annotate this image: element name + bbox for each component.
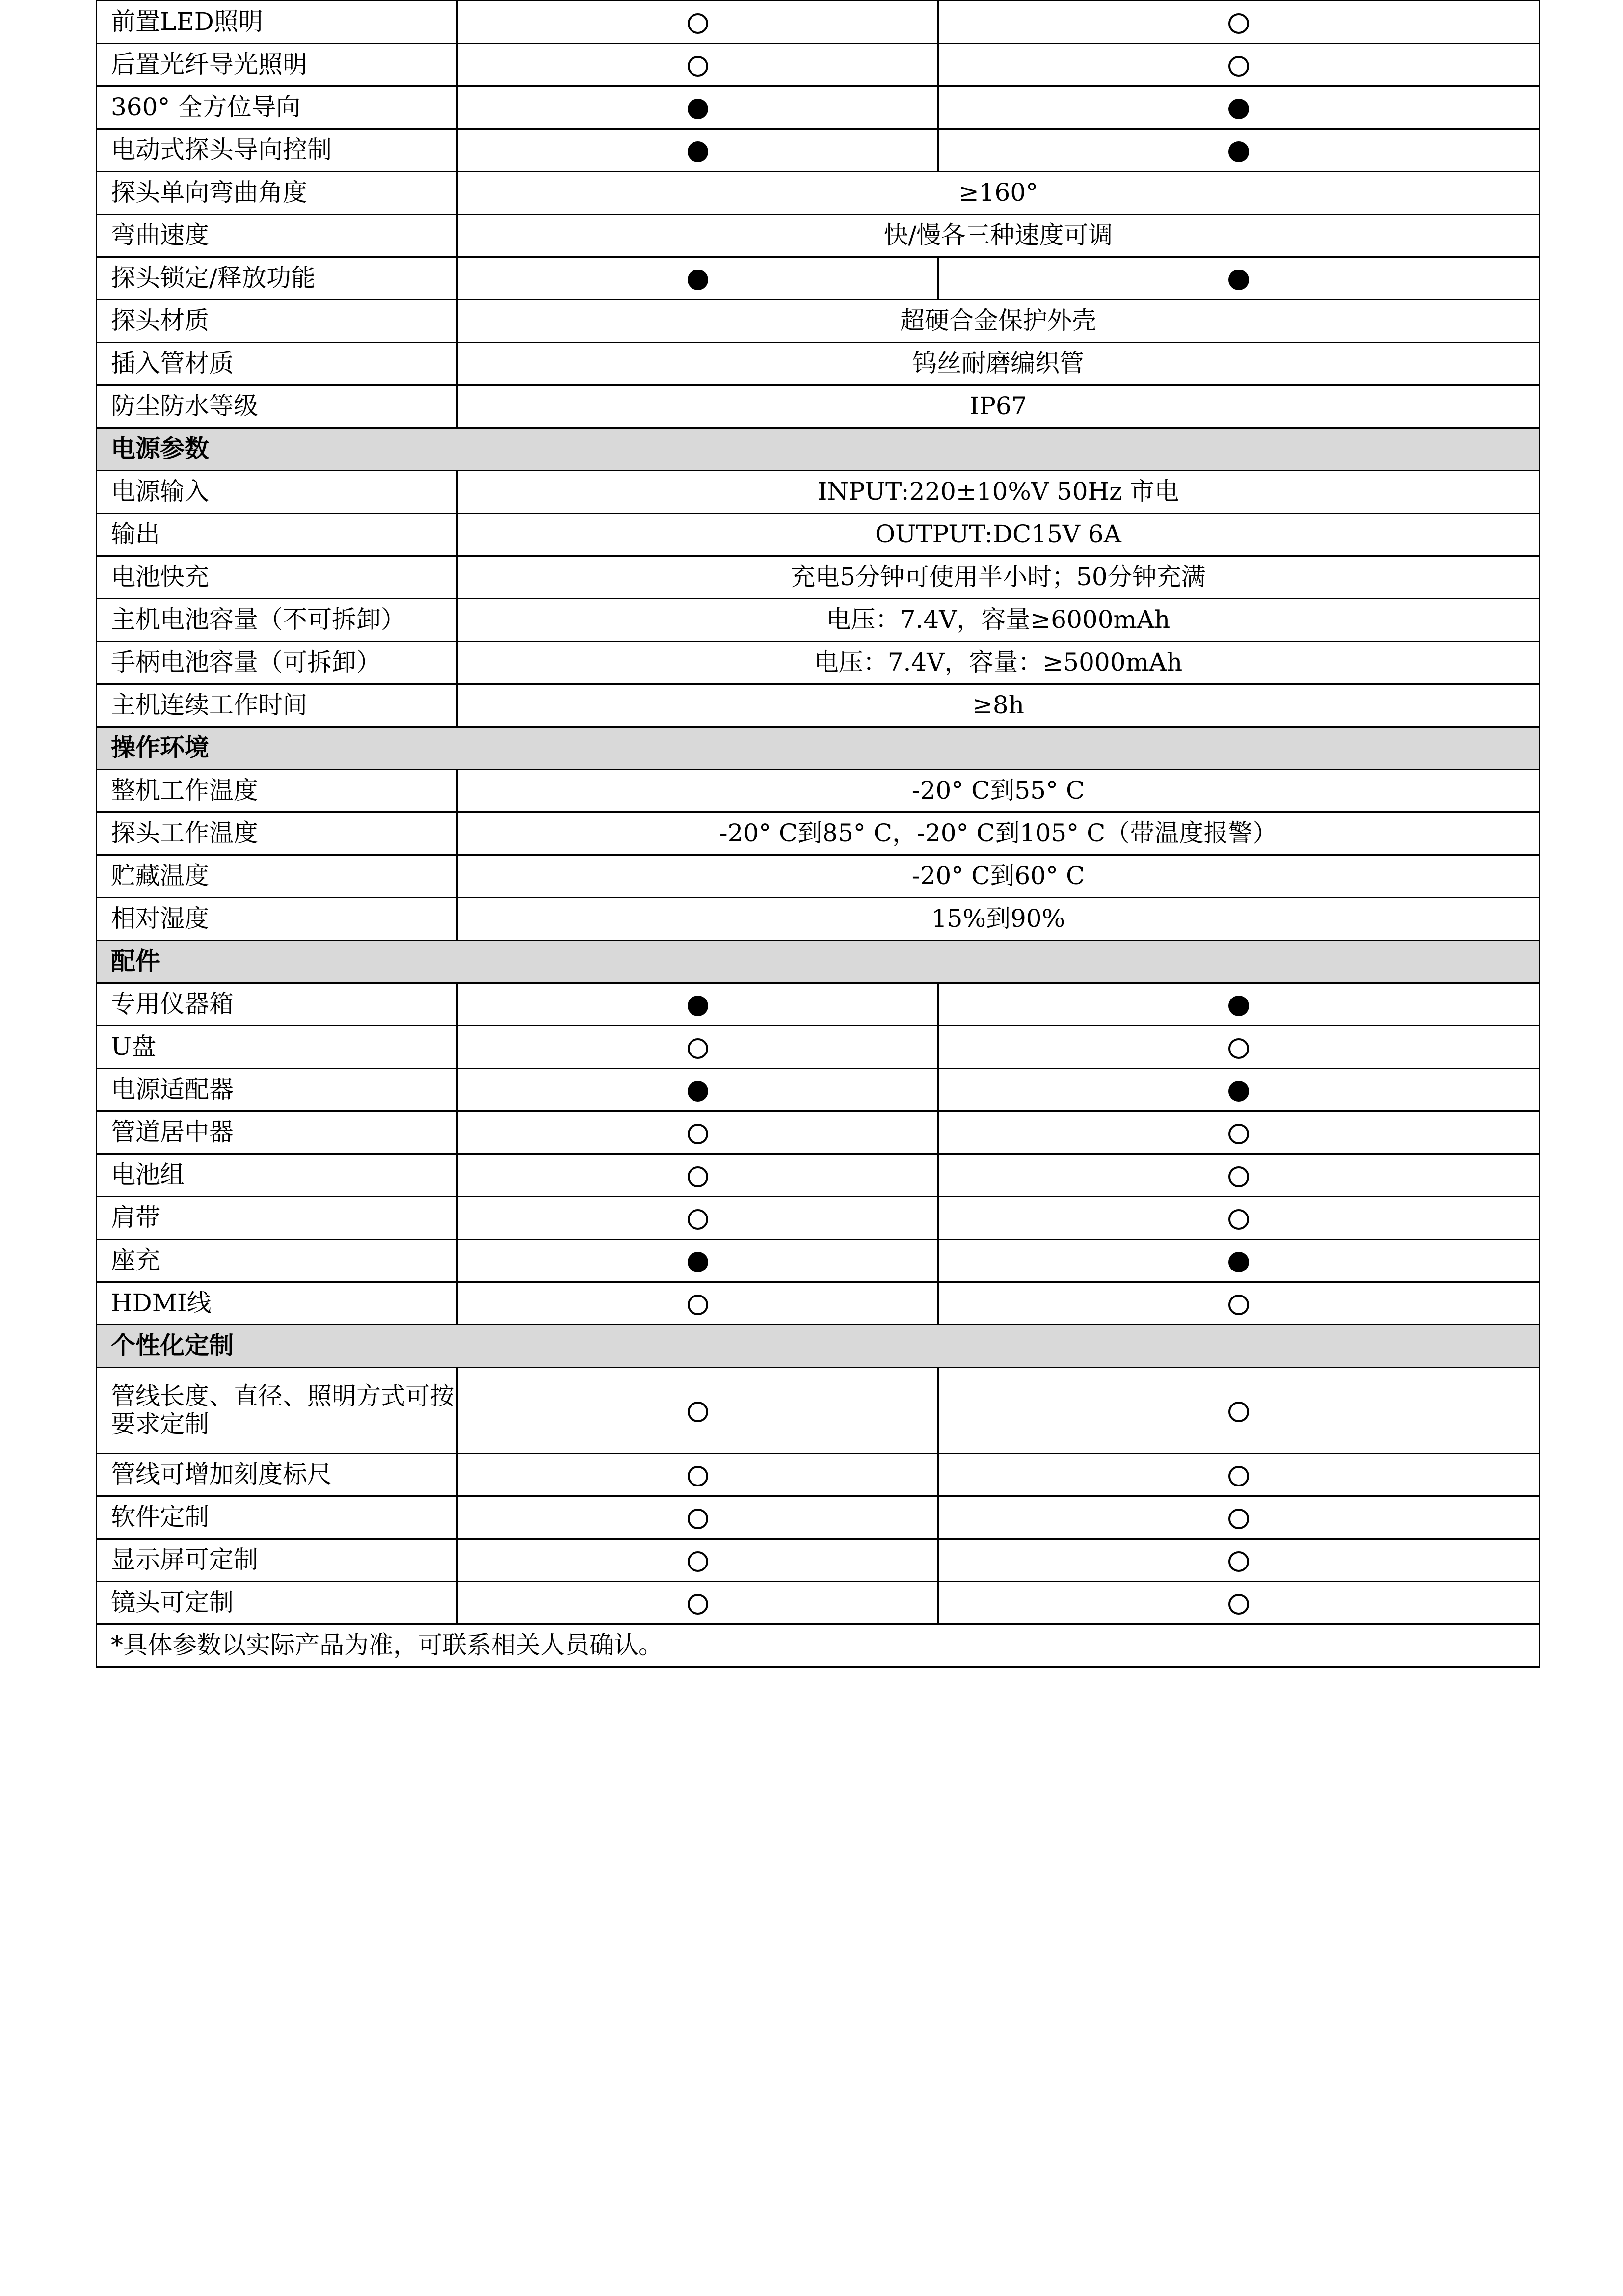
spec-row	[97, 1368, 1540, 1454]
spec-label: 管道居中器	[97, 1111, 457, 1154]
spec-row	[97, 812, 1540, 855]
spec-label: U盘	[97, 1026, 457, 1069]
spec-label: 电动式探头导向控制	[97, 129, 457, 172]
spec-value: OUTPUT:DC15V 6A	[457, 513, 1540, 556]
model-a-cell	[457, 44, 938, 86]
model-b-cell	[938, 1026, 1540, 1069]
model-b-cell	[938, 1282, 1540, 1325]
spec-label: 专用仪器箱	[97, 983, 457, 1026]
model-b-cell	[938, 44, 1540, 86]
hollow-circle-icon	[1228, 1594, 1249, 1615]
model-b-cell	[938, 129, 1540, 172]
spec-label: 探头锁定/释放功能	[97, 257, 457, 300]
spec-value: 钨丝耐磨编织管	[457, 343, 1540, 385]
spec-label: 探头材质	[97, 300, 457, 343]
spec-label: 输出	[97, 513, 457, 556]
hollow-circle-icon	[688, 1295, 708, 1315]
spec-row	[97, 1, 1540, 44]
hollow-circle-icon	[1228, 1402, 1249, 1422]
filled-circle-icon	[1228, 141, 1249, 162]
hollow-circle-icon	[1228, 1209, 1249, 1230]
hollow-circle-icon	[1228, 56, 1249, 77]
model-a-cell	[457, 129, 938, 172]
hollow-circle-icon	[688, 1509, 708, 1529]
model-b-cell	[938, 1154, 1540, 1197]
spec-row	[97, 898, 1540, 941]
spec-value: 超硬合金保护外壳	[457, 300, 1540, 343]
spec-row	[97, 556, 1540, 599]
spec-label: HDMI线	[97, 1282, 457, 1325]
spec-label: 整机工作温度	[97, 770, 457, 812]
hollow-circle-icon	[1228, 1466, 1249, 1486]
spec-row	[97, 1496, 1540, 1539]
spec-label: 360° 全方位导向	[97, 86, 457, 129]
section-title: 配件	[97, 941, 1540, 983]
spec-label: 电池组	[97, 1154, 457, 1197]
hollow-circle-icon	[1228, 1038, 1249, 1059]
model-b-cell	[938, 257, 1540, 300]
spec-row	[97, 1154, 1540, 1197]
model-a-cell	[457, 1282, 938, 1325]
hollow-circle-icon	[688, 1466, 708, 1486]
section-title: 个性化定制	[97, 1325, 1540, 1368]
filled-circle-icon	[1228, 1081, 1249, 1102]
filled-circle-icon	[688, 1081, 708, 1102]
spec-label: 肩带	[97, 1197, 457, 1240]
hollow-circle-icon	[688, 1166, 708, 1187]
model-b-cell	[938, 1368, 1540, 1454]
model-b-cell	[938, 983, 1540, 1026]
spec-row	[97, 1582, 1540, 1624]
spec-row	[97, 1111, 1540, 1154]
filled-circle-icon	[1228, 270, 1249, 290]
filled-circle-icon	[1228, 99, 1249, 119]
spec-value: IP67	[457, 385, 1540, 428]
model-a-cell	[457, 1368, 938, 1454]
spec-label: 管线可增加刻度标尺	[97, 1454, 457, 1496]
spec-row	[97, 770, 1540, 812]
model-a-cell	[457, 86, 938, 129]
spec-value: 电压：7.4V，容量≥6000mAh	[457, 599, 1540, 642]
hollow-circle-icon	[688, 1209, 708, 1230]
spec-row	[97, 257, 1540, 300]
spec-value: 电压：7.4V，容量：≥5000mAh	[457, 642, 1540, 684]
hollow-circle-icon	[1228, 1166, 1249, 1187]
hollow-circle-icon	[688, 1038, 708, 1059]
spec-row	[97, 1282, 1540, 1325]
model-a-cell	[457, 1496, 938, 1539]
model-a-cell	[457, 1582, 938, 1624]
spec-label: 软件定制	[97, 1496, 457, 1539]
model-a-cell	[457, 1197, 938, 1240]
spec-row	[97, 1454, 1540, 1496]
hollow-circle-icon	[1228, 1509, 1249, 1529]
spec-row	[97, 599, 1540, 642]
model-a-cell	[457, 1111, 938, 1154]
model-a-cell	[457, 1240, 938, 1282]
footnote-row	[97, 1624, 1540, 1667]
model-b-cell	[938, 1069, 1540, 1111]
section-header-row	[97, 727, 1540, 770]
spec-table	[96, 0, 1540, 1668]
spec-row	[97, 86, 1540, 129]
filled-circle-icon	[688, 996, 708, 1016]
model-a-cell	[457, 1, 938, 44]
spec-row	[97, 983, 1540, 1026]
hollow-circle-icon	[688, 1551, 708, 1572]
spec-value: -20° C到60° C	[457, 855, 1540, 898]
spec-label: 手柄电池容量（可拆卸）	[97, 642, 457, 684]
spec-row	[97, 642, 1540, 684]
spec-row	[97, 471, 1540, 513]
filled-circle-icon	[1228, 996, 1249, 1016]
filled-circle-icon	[688, 1252, 708, 1272]
spec-row	[97, 1026, 1540, 1069]
spec-value: 充电5分钟可使用半小时；50分钟充满	[457, 556, 1540, 599]
spec-row	[97, 129, 1540, 172]
model-b-cell	[938, 86, 1540, 129]
section-header-row	[97, 1325, 1540, 1368]
spec-label: 贮藏温度	[97, 855, 457, 898]
spec-table-body	[97, 1, 1540, 1667]
spec-row	[97, 215, 1540, 257]
model-a-cell	[457, 1154, 938, 1197]
spec-row	[97, 855, 1540, 898]
spec-label: 镜头可定制	[97, 1582, 457, 1624]
hollow-circle-icon	[688, 13, 708, 34]
spec-row	[97, 1069, 1540, 1111]
filled-circle-icon	[688, 141, 708, 162]
model-a-cell	[457, 1069, 938, 1111]
spec-value: ≥160°	[457, 172, 1540, 215]
spec-row	[97, 1240, 1540, 1282]
spec-label: 管线长度、直径、照明方式可按要求定制	[97, 1368, 457, 1454]
model-b-cell	[938, 1539, 1540, 1582]
spec-row	[97, 385, 1540, 428]
spec-label: 插入管材质	[97, 343, 457, 385]
spec-label: 探头工作温度	[97, 812, 457, 855]
spec-label: 电源适配器	[97, 1069, 457, 1111]
spec-value: 15%到90%	[457, 898, 1540, 941]
spec-value: -20° C到55° C	[457, 770, 1540, 812]
filled-circle-icon	[1228, 1252, 1249, 1272]
hollow-circle-icon	[688, 1594, 708, 1615]
footnote: *具体参数以实际产品为准，可联系相关人员确认。	[97, 1624, 1540, 1667]
filled-circle-icon	[688, 270, 708, 290]
hollow-circle-icon	[688, 1124, 708, 1144]
spec-label: 弯曲速度	[97, 215, 457, 257]
hollow-circle-icon	[1228, 1124, 1249, 1144]
spec-row	[97, 172, 1540, 215]
filled-circle-icon	[688, 99, 708, 119]
model-b-cell	[938, 1111, 1540, 1154]
section-header-row	[97, 428, 1540, 471]
spec-value: ≥8h	[457, 684, 1540, 727]
spec-row	[97, 513, 1540, 556]
spec-label: 显示屏可定制	[97, 1539, 457, 1582]
spec-row	[97, 1539, 1540, 1582]
hollow-circle-icon	[1228, 13, 1249, 34]
model-b-cell	[938, 1, 1540, 44]
hollow-circle-icon	[688, 56, 708, 77]
spec-label: 后置光纤导光照明	[97, 44, 457, 86]
spec-label: 探头单向弯曲角度	[97, 172, 457, 215]
spec-value: 快/慢各三种速度可调	[457, 215, 1540, 257]
spec-row	[97, 684, 1540, 727]
spec-row	[97, 44, 1540, 86]
spec-row	[97, 1197, 1540, 1240]
hollow-circle-icon	[1228, 1551, 1249, 1572]
model-a-cell	[457, 257, 938, 300]
hollow-circle-icon	[688, 1402, 708, 1422]
spec-label: 前置LED照明	[97, 1, 457, 44]
spec-label: 电池快充	[97, 556, 457, 599]
spec-label: 电源输入	[97, 471, 457, 513]
section-title: 电源参数	[97, 428, 1540, 471]
model-a-cell	[457, 1539, 938, 1582]
model-b-cell	[938, 1454, 1540, 1496]
hollow-circle-icon	[1228, 1295, 1249, 1315]
section-header-row	[97, 941, 1540, 983]
spec-row	[97, 300, 1540, 343]
spec-label: 相对湿度	[97, 898, 457, 941]
model-a-cell	[457, 1026, 938, 1069]
spec-value: -20° C到85° C，-20° C到105° C（带温度报警）	[457, 812, 1540, 855]
spec-label: 主机连续工作时间	[97, 684, 457, 727]
spec-label: 主机电池容量（不可拆卸）	[97, 599, 457, 642]
spec-row	[97, 343, 1540, 385]
model-b-cell	[938, 1240, 1540, 1282]
model-a-cell	[457, 1454, 938, 1496]
section-title: 操作环境	[97, 727, 1540, 770]
spec-label: 座充	[97, 1240, 457, 1282]
model-b-cell	[938, 1496, 1540, 1539]
model-b-cell	[938, 1197, 1540, 1240]
spec-value: INPUT:220±10%V 50Hz 市电	[457, 471, 1540, 513]
model-a-cell	[457, 983, 938, 1026]
model-b-cell	[938, 1582, 1540, 1624]
spec-label: 防尘防水等级	[97, 385, 457, 428]
